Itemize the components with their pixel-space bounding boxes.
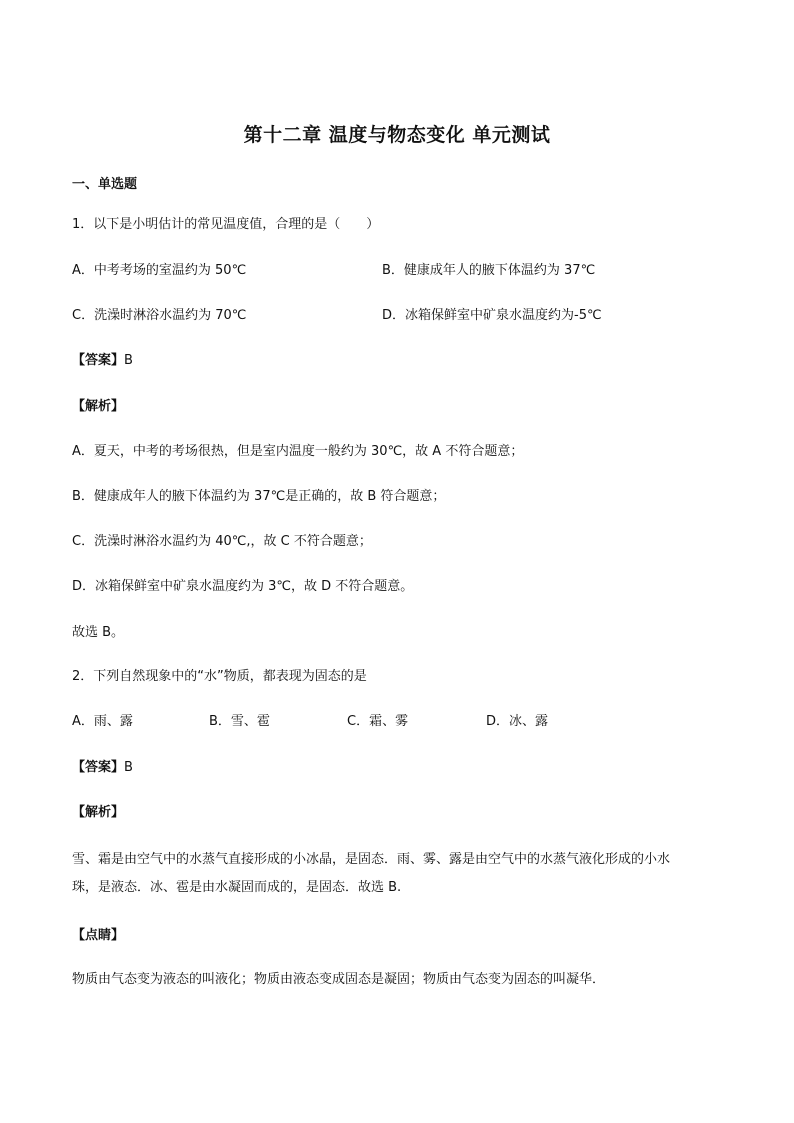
- answer-value: B: [124, 760, 133, 775]
- answer-label: 【答案】: [72, 760, 125, 775]
- analysis-line: 珠，是液态．冰、雹是由水凝固而成的，是固态．故选 B.: [72, 880, 402, 895]
- answer-label: 【答案】: [72, 353, 125, 368]
- question-1-analysis-line: A．夏天，中考的考场很热，但是室内温度一般约为 30℃，故 A 不符合题意；: [72, 444, 524, 459]
- question-1-stem: 1．以下是小明估计的常见温度值，合理的是（ ）: [72, 217, 380, 232]
- answer-value: B: [124, 353, 133, 368]
- question-1-analysis-label: 【解析】: [72, 399, 125, 414]
- question-1-option-d: D．冰箱保鲜室中矿泉水温度约为-5℃: [382, 308, 602, 323]
- question-2-option-a: A．雨、露: [72, 714, 133, 729]
- question-2-analysis-paragraph: [72, 846, 722, 902]
- analysis-line: 雪、霜是由空气中的水蒸气直接形成的小冰晶，是固态．雨、雾、露是由空气中的水蒸气液化形成的小水: [72, 852, 671, 867]
- question-1-conclusion: 故选 B。: [72, 625, 125, 640]
- question-2-option-b: B．雪、雹: [209, 714, 270, 729]
- section-heading: 一、单选题: [72, 177, 138, 192]
- question-1-analysis-line: D．冰箱保鲜室中矿泉水温度约为 3℃，故 D 不符合题意。: [72, 579, 414, 594]
- question-1-analysis-line: B．健康成年人的腋下体温约为 37℃是正确的，故 B 符合题意；: [72, 489, 446, 504]
- question-1-answer: [72, 352, 133, 370]
- question-1-option-c: C．洗澡时淋浴水温约为 70℃: [72, 308, 247, 323]
- page-title: 第十二章 温度与物态变化 单元测试: [243, 124, 551, 146]
- question-2-tip-label: 【点睛】: [72, 928, 125, 943]
- question-1-analysis-line: C．洗澡时淋浴水温约为 40℃,，故 C 不符合题意；: [72, 534, 372, 549]
- question-2-answer: [72, 759, 133, 777]
- question-2-stem: 2．下列自然现象中的“水”物质，都表现为固态的是: [72, 669, 367, 684]
- question-2-option-c: C．霜、雾: [347, 714, 409, 729]
- question-2-tip: 物质由气态变为液态的叫液化；物质由液态变成固态是凝固；物质由气态变为固态的叫凝华．: [72, 972, 606, 987]
- question-1-option-b: B．健康成年人的腋下体温约为 37℃: [382, 263, 596, 278]
- question-1-option-a: A．中考考场的室温约为 50℃: [72, 263, 247, 278]
- question-2-analysis-label: 【解析】: [72, 805, 125, 820]
- question-2-option-d: D．冰、露: [486, 714, 549, 729]
